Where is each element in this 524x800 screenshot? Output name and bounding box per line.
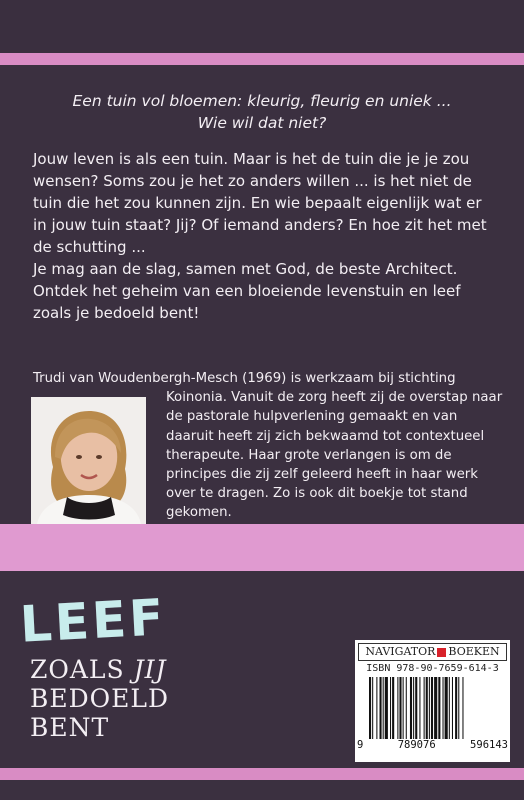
barcode-bar	[443, 677, 444, 739]
tagline	[40, 90, 484, 134]
author-photo	[31, 397, 146, 524]
subtitle-jij: JIJ	[133, 655, 167, 684]
barcode-bar	[438, 677, 440, 739]
publisher-logo	[358, 643, 507, 661]
barcode-digits-left: 789076	[397, 739, 436, 751]
barcode-bar	[455, 677, 457, 739]
publisher-name-right: BOEKEN	[448, 645, 500, 658]
barcode-bar	[458, 677, 459, 739]
barcode-digits	[357, 739, 508, 751]
barcode-bar	[372, 677, 373, 739]
barcode-bar	[462, 677, 463, 739]
barcode-bar	[426, 677, 428, 739]
barcode-bar	[406, 677, 407, 739]
blurb-paragraph-2: Je mag aan de slag, samen met God, de beste Architect. Ontdek het geheim van een bloeiende levenstuin en leef zoals je bedoeld bent!	[33, 260, 461, 322]
barcode-bar	[369, 677, 371, 739]
barcode-box	[355, 640, 510, 762]
barcode-bar	[424, 677, 425, 739]
barcode-bar	[452, 677, 453, 739]
barcode-bar	[445, 677, 448, 739]
barcode-bar	[431, 677, 433, 739]
tagline-line-1: Een tuin vol bloemen: kleurig, fleurig en uniek ...	[72, 92, 452, 110]
publisher-name-left: NAVIGATOR	[365, 645, 436, 658]
title-subtitle	[30, 655, 169, 742]
author-bio-rest: Koinonia. Vanuit de zorg heeft zij de overstap naar de pastorale hulpverlening gemaakt en van daaruit heeft zij zich bekwaamd tot contextueel therapeute. Haar grote verlangen is om de principes die zij zelf geleerd heeft in haar werk over te dragen. Zo is ook dit boekje tot stand gekomen.	[166, 390, 503, 521]
barcode-bar	[380, 677, 382, 739]
barcode-bars	[369, 677, 497, 739]
cover-top-strip	[0, 0, 524, 53]
barcode-bar	[385, 677, 388, 739]
subtitle-bent: BENT	[30, 713, 110, 742]
subtitle-zoals: ZOALS	[30, 655, 125, 684]
author-bio-first-line: Trudi van Woudenbergh-Mesch (1969) is werkzaam bij stichting	[33, 371, 456, 386]
bottom-pink-band	[0, 768, 524, 780]
barcode-bar	[403, 677, 404, 739]
barcode-bar	[413, 677, 414, 739]
middle-pink-band	[0, 524, 524, 571]
tagline-line-2: Wie wil dat niet?	[197, 114, 327, 132]
barcode-bar	[399, 677, 401, 739]
barcode-bar	[434, 677, 437, 739]
barcode-bar	[410, 677, 412, 739]
blurb-paragraph-1: Jouw leven is als een tuin. Maar is het de tuin die je je zou wensen? Soms zou je het zo anders willen ... is het niet de tuin die het zou kunnen zijn. En wie bepaalt eigenlijk wat er in jouw tuin staat? Jij? Of iemand anders? En hoe zit het met de schutting ...	[33, 150, 487, 256]
barcode-digits-right: 596143	[470, 739, 508, 751]
barcode-bar	[397, 677, 398, 739]
subtitle-bedoeld: BEDOELD	[30, 684, 170, 713]
barcode-digit-first: 9	[357, 739, 364, 751]
author-portrait-illustration	[31, 397, 146, 524]
title-leef: LEEF	[18, 588, 168, 654]
barcode-bar	[415, 677, 417, 739]
barcode-bar	[429, 677, 430, 739]
top-pink-band	[0, 53, 524, 65]
publisher-mark-icon	[437, 648, 446, 657]
isbn-text: ISBN 978-90-7659-614-3	[366, 663, 499, 674]
barcode-bar	[390, 677, 391, 739]
barcode-bar	[419, 677, 420, 739]
barcode-bar	[383, 677, 384, 739]
barcode-bar	[392, 677, 394, 739]
barcode-bar	[449, 677, 450, 739]
subtitle-line-1	[30, 655, 169, 684]
barcode-bar	[376, 677, 377, 739]
